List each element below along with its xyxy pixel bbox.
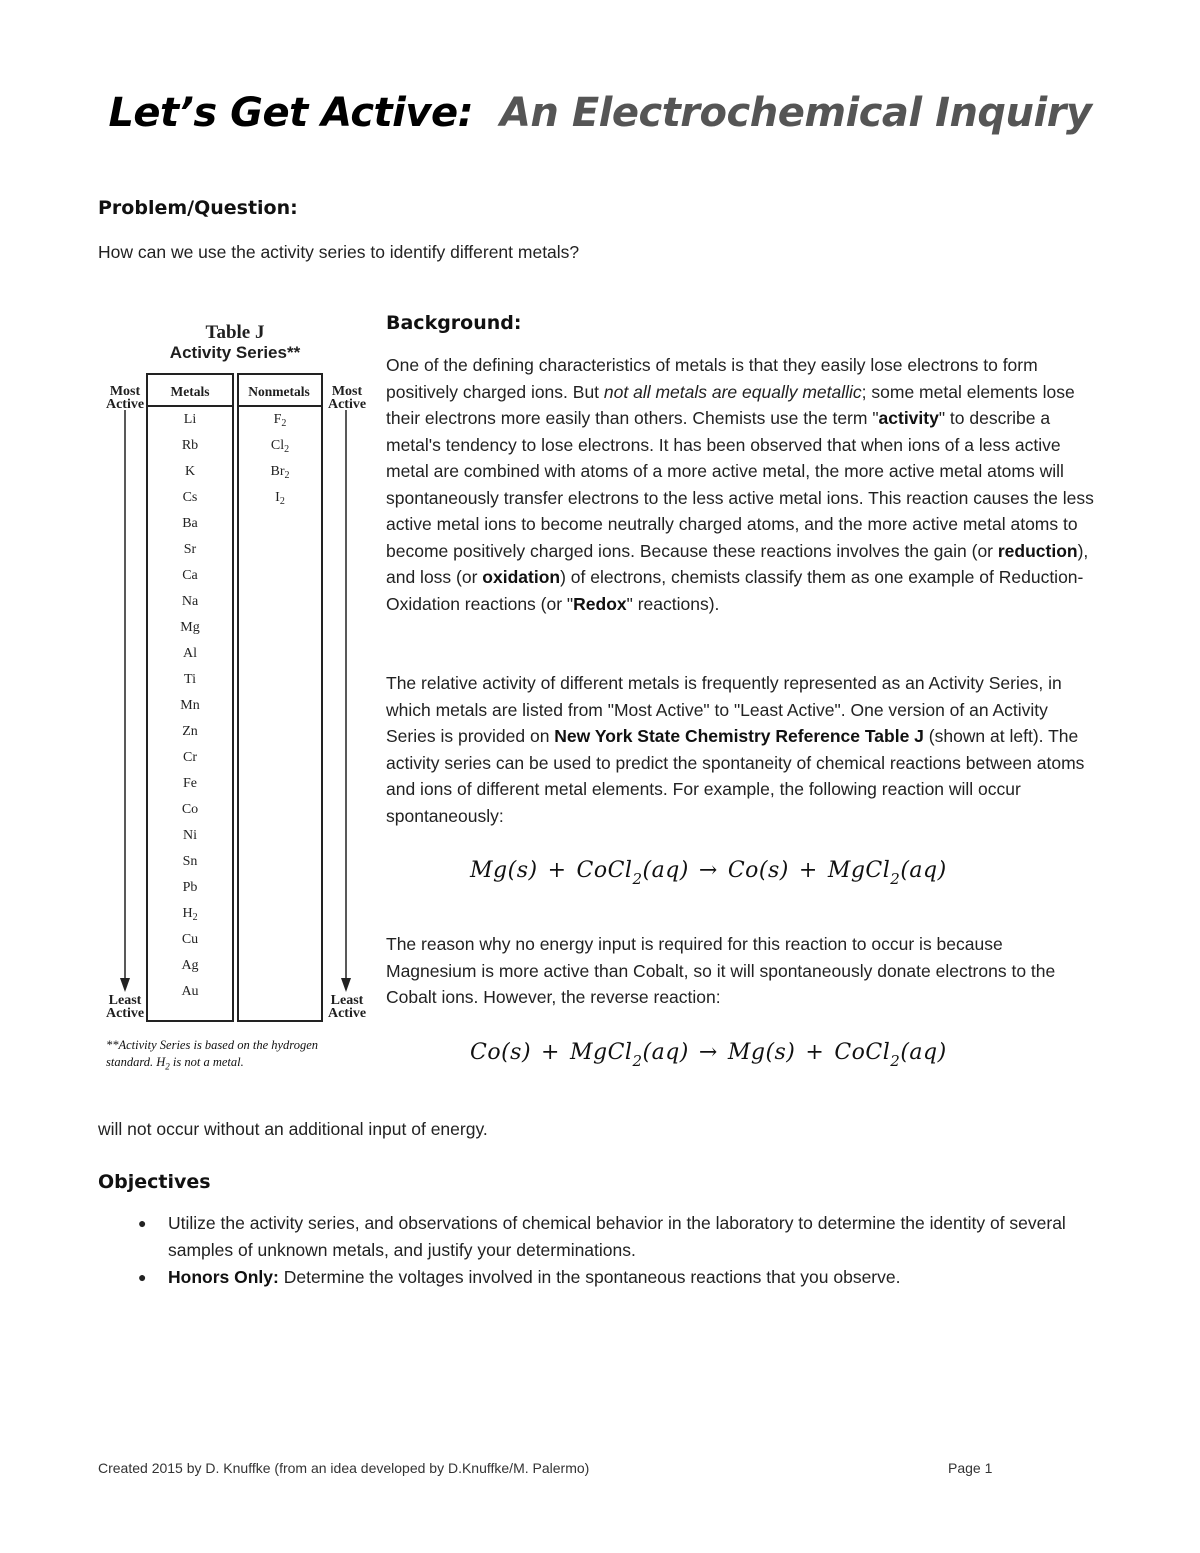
emphasis-text: not all metals are equally metallic xyxy=(603,381,862,402)
reference-table-name: New York State Chemistry Reference Table J xyxy=(554,726,924,746)
term-redox: Redox xyxy=(573,593,627,614)
footnote-text: standard. H xyxy=(106,1055,166,1069)
problem-text: How can we use the activity series to identify different metals? xyxy=(98,242,580,262)
nonmetals-header-divider xyxy=(237,405,321,407)
table-j-footnote xyxy=(106,1037,318,1076)
metal-na: Na xyxy=(181,594,199,609)
eq-subscript: 2 xyxy=(890,1052,901,1070)
eq-term: (aq) xyxy=(900,1040,947,1065)
nonmetal-f2 xyxy=(244,412,316,429)
most-label: Most xyxy=(331,384,363,399)
right-down-arrow-icon xyxy=(336,410,356,995)
metals-header-divider xyxy=(146,405,232,407)
text-run: " to describe a metal's tendency to lose electrons. It has been observed that when ions of a less active metal are combined with atoms of a more active metal, the more active metal atoms will spontaneously transfer electrons to the less active metal ions. This reaction causes the less active metal ions to become neutrally charged atoms, and the more active metal atoms to become positively charged ions. Because these reactions involves the gain (or xyxy=(386,408,1094,561)
bullet-icon: ● xyxy=(138,1269,147,1285)
metal-mn: Mn xyxy=(180,698,200,713)
metal-zn: Zn xyxy=(182,724,198,739)
page-number: Page 1 xyxy=(948,1460,993,1476)
eq-plus: + xyxy=(798,858,818,883)
active-label: Active xyxy=(327,1006,367,1021)
eq-term: Mg(s) xyxy=(470,858,538,883)
objective-text: Determine the voltages involved in the spontaneous reactions that you observe. xyxy=(278,1267,901,1287)
footnote-subscript: 2 xyxy=(165,1061,170,1072)
eq-term: CoCl xyxy=(576,858,633,883)
eq-arrow: → xyxy=(698,1040,718,1065)
objective-text: Utilize the activity series, and observations of chemical behavior in the laboratory to determine the identity of several samples of unknown metals, and justify your determinations. xyxy=(168,1213,1066,1260)
metal-cs: Cs xyxy=(182,490,198,505)
objectives-heading: Objectives xyxy=(98,1171,211,1193)
metal-rb: Rb xyxy=(181,438,199,453)
page-title xyxy=(0,90,1200,136)
eq-term: (aq) xyxy=(900,858,947,883)
most-label: Most xyxy=(109,384,141,399)
nonmetal-subscript: 2 xyxy=(281,418,287,429)
least-active-left xyxy=(100,994,150,1020)
nonmetal-symbol: F xyxy=(273,412,282,427)
nonmetal-subscript: 2 xyxy=(284,444,290,455)
background-paragraph-4: will not occur without an additional input of energy. xyxy=(98,1119,488,1139)
nonmetal-subscript: 2 xyxy=(279,496,285,507)
objective-item xyxy=(98,1264,1108,1291)
metal-cr: Cr xyxy=(183,750,197,765)
table-j-subtitle: Activity Series** xyxy=(169,343,301,362)
footnote-line-2 xyxy=(106,1054,318,1076)
eq-term: Co(s) xyxy=(727,858,789,883)
h-subscript: 2 xyxy=(192,912,198,923)
text-run: (shown at left). The activity series can be used to predict the spontaneity of chemical reactions between atoms and ions of different metal elements. For example, the following reaction will occur spontaneously: xyxy=(386,726,1085,826)
equation-1 xyxy=(470,858,947,888)
least-label: Least xyxy=(330,993,364,1008)
eq-term: MgCl xyxy=(827,858,891,883)
term-reduction: reduction xyxy=(997,540,1078,561)
most-active-left xyxy=(100,385,150,411)
eq-plus: + xyxy=(541,1040,560,1065)
text-run: ), and loss (or xyxy=(386,540,1089,587)
metal-li: Li xyxy=(183,412,197,427)
metal-ba: Ba xyxy=(182,516,198,531)
eq-subscript: 2 xyxy=(890,870,901,888)
background-heading: Background: xyxy=(386,312,522,334)
eq-term: Mg(s) xyxy=(727,1040,796,1065)
eq-subscript: 2 xyxy=(632,870,643,888)
metal-sr: Sr xyxy=(183,542,197,557)
footnote-text: is not a metal. xyxy=(169,1055,244,1069)
least-active-right xyxy=(322,994,372,1020)
metal-au: Au xyxy=(181,984,199,999)
active-label: Active xyxy=(105,397,145,412)
bullet-icon: ● xyxy=(138,1215,147,1231)
metal-sn: Sn xyxy=(182,854,198,869)
title-part-2: An Electrochemical Inquiry xyxy=(499,90,1092,136)
metal-co: Co xyxy=(181,802,199,817)
footer-credit: Created 2015 by D. Knuffke (from an idea developed by D.Knuffke/M. Palermo) xyxy=(98,1460,590,1476)
metal-ca: Ca xyxy=(182,568,198,583)
eq-term: CoCl xyxy=(834,1040,891,1065)
nonmetal-i2 xyxy=(244,490,316,507)
nonmetals-header: Nonmetals xyxy=(248,384,310,399)
text-run: ) of electrons, chemists classify them as one example of Reduction-Oxidation reactions (or " xyxy=(386,567,1084,614)
eq-term: (aq) xyxy=(642,858,689,883)
metal-ti: Ti xyxy=(184,672,196,687)
term-oxidation: oxidation xyxy=(482,567,561,587)
eq-term: Co(s) xyxy=(470,1040,532,1065)
nonmetal-symbol: Cl xyxy=(270,438,285,453)
text-run: One of the defining characteristics of metals is that they easily lose electrons to form positively charged ions. But xyxy=(386,355,1038,402)
metal-pb: Pb xyxy=(182,880,198,895)
left-down-arrow-icon xyxy=(115,410,135,995)
table-j-title: Table J xyxy=(205,322,265,343)
least-label: Least xyxy=(108,993,142,1008)
metal-mg: Mg xyxy=(180,620,200,635)
metal-cu: Cu xyxy=(181,932,199,947)
footnote-line-1: **Activity Series is based on the hydrogen xyxy=(106,1038,318,1052)
most-active-right xyxy=(322,385,372,411)
objective-item xyxy=(98,1210,1108,1264)
metals-header: Metals xyxy=(170,384,210,399)
metal-fe: Fe xyxy=(183,776,197,791)
background-paragraph-3: The reason why no energy input is required for this reaction to occur is because Magnesium is more active than Cobalt, so it will spontaneously donate electrons to the Cobalt ions. However, the reverse reaction: xyxy=(386,934,1056,1007)
active-label: Active xyxy=(327,397,367,412)
eq-plus: + xyxy=(547,858,567,883)
term-activity: activity xyxy=(878,408,939,428)
metal-h2 xyxy=(160,906,220,923)
eq-arrow: → xyxy=(698,858,718,883)
honors-label: Honors Only: xyxy=(168,1267,279,1287)
metal-al: Al xyxy=(183,646,197,661)
active-label: Active xyxy=(105,1006,145,1021)
text-run: ; some metal elements lose their electrons more easily than others. Chemists use the term " xyxy=(386,381,1075,428)
eq-plus: + xyxy=(805,1040,825,1065)
eq-subscript: 2 xyxy=(632,1052,643,1070)
nonmetal-br2 xyxy=(244,464,316,481)
title-part-1: Let’s Get Active: xyxy=(108,90,474,136)
background-paragraph-2 xyxy=(386,670,1098,829)
text-run: The relative activity of different metals is frequently represented as an Activity Series, in which metals are listed from "Most Active" to "Least Active". One version of an Activity Series is provided on xyxy=(386,673,1062,746)
eq-term: MgCl xyxy=(569,1040,633,1065)
problem-heading: Problem/Question: xyxy=(98,197,298,219)
equation-2 xyxy=(470,1040,947,1070)
nonmetal-symbol: Br xyxy=(270,464,285,479)
nonmetal-symbol: I xyxy=(275,490,280,505)
objectives-list xyxy=(98,1210,1108,1291)
metal-k: K xyxy=(184,464,196,479)
h-symbol: H xyxy=(182,906,193,921)
background-paragraph-1 xyxy=(386,352,1098,617)
nonmetal-subscript: 2 xyxy=(284,470,290,481)
metal-ag: Ag xyxy=(181,958,199,973)
eq-term: (aq) xyxy=(642,1040,689,1065)
nonmetal-cl2 xyxy=(244,438,316,455)
metal-ni: Ni xyxy=(183,828,197,843)
text-run: " reactions). xyxy=(626,593,720,614)
